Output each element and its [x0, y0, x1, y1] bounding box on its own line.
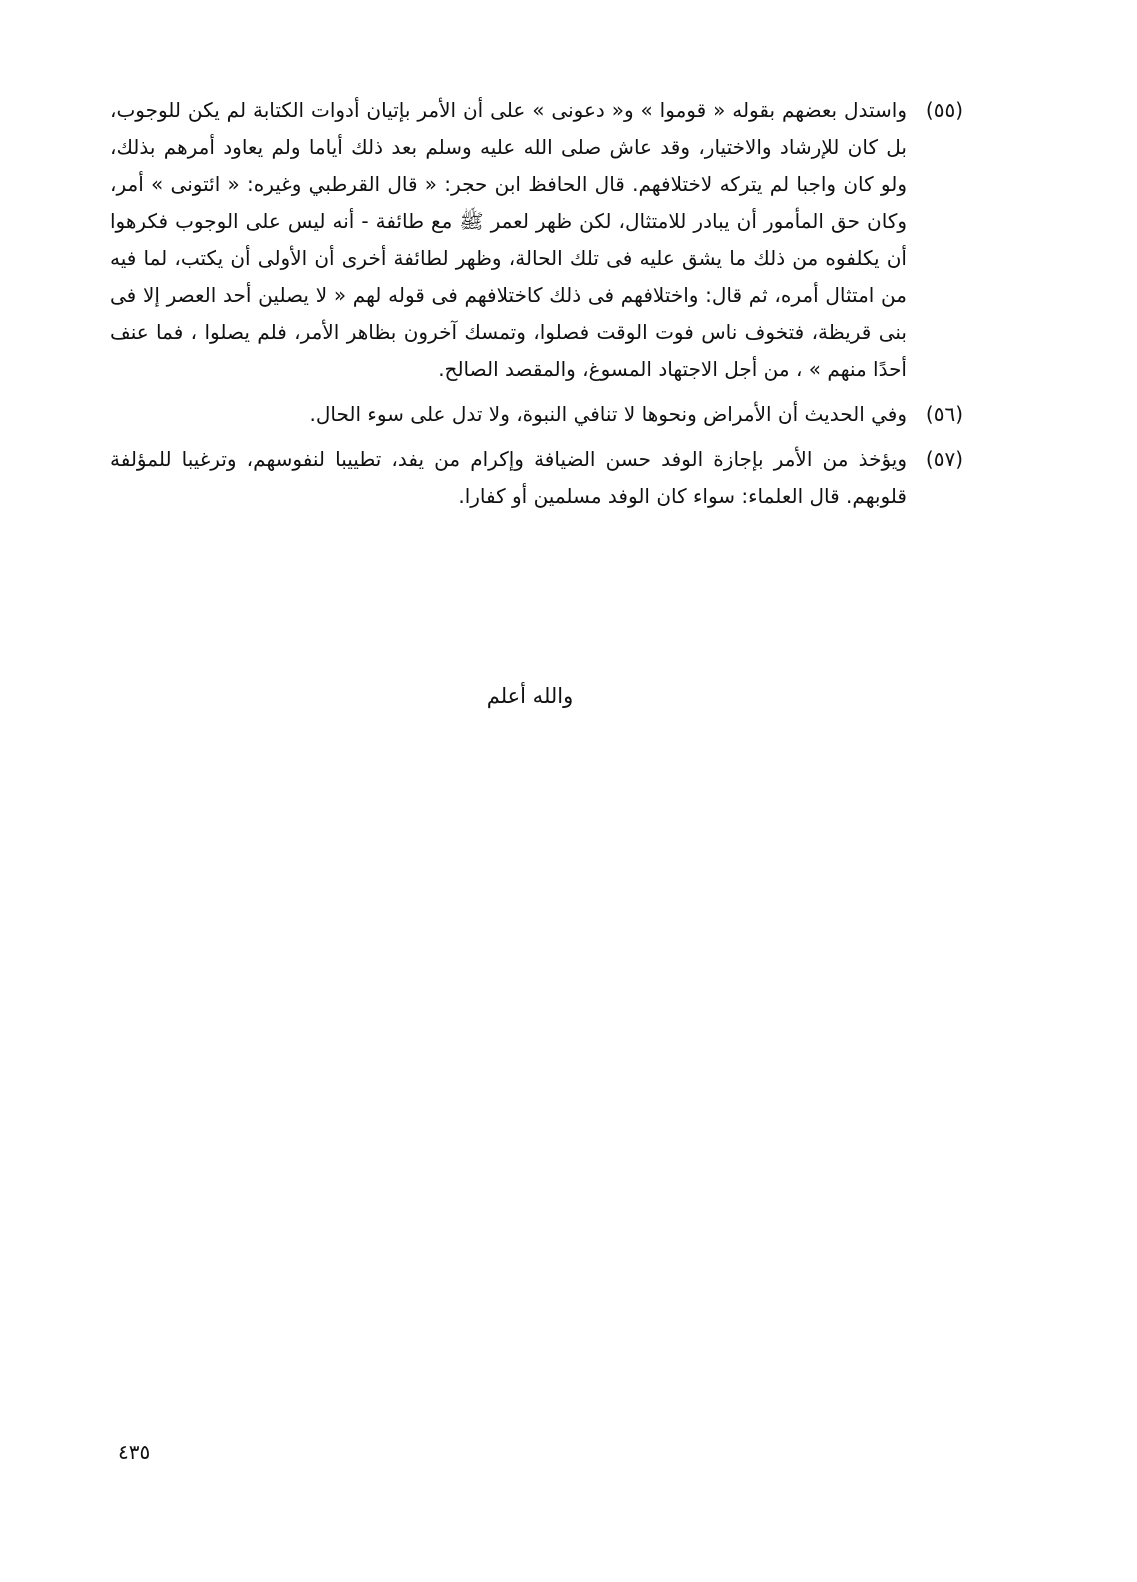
- endnote-55: [110, 92, 963, 388]
- endnote-text: واستدل بعضهم بقوله « قوموا » و« دعونى » على أن الأمر بإتيان أدوات الكتابة لم يكن للوجوب، بل كان للإرشاد والاختيار، وقد عاش صلى الله عليه وسلم بعد ذلك أياما ولم يعاود أمرهم بذلك، ولو كان واجبا لم يتركه لاختلافهم. قال الحافظ ابن حجر: « قال القرطبي وغيره: « ائتونى » أمر، وكان حق المأمور أن يبادر للامتثال، لكن ظهر لعمر ﷺ مع طائفة - أنه ليس على الوجوب فكرهوا أن يكلفوه من ذلك ما يشق عليه فى تلك الحالة، وظهر لطائفة أخرى أن الأولى أن يكتب، لما فيه من امتثال أمره، ثم قال: واختلافهم فى ذلك كاختلافهم فى قوله لهم « لا يصلين أحد العصر إلا فى بنى قريظة، فتخوف ناس فوت الوقت فصلوا، وتمسك آخرون بظاهر الأمر، فلم يصلوا ، فما عنف أحدًا منهم » ، من أجل الاجتهاد المسوغ، والمقصد الصالح.: [110, 98, 907, 381]
- endnote-57: [110, 441, 963, 515]
- closing-phrase: والله أعلم: [486, 684, 574, 708]
- endnote-number: (٥٥): [925, 98, 963, 122]
- endnote-number: (٥٦): [925, 402, 963, 426]
- endnotes-section: [110, 92, 963, 523]
- endnote-text: وفي الحديث أن الأمراض ونحوها لا تنافي النبوة، ولا تدل على سوء الحال.: [309, 402, 907, 426]
- endnote-56: [110, 396, 963, 433]
- endnote-number: (٥٧): [925, 447, 963, 471]
- page-number: ٤٣٥: [118, 1440, 151, 1464]
- endnote-text: ويؤخذ من الأمر بإجازة الوفد حسن الضيافة وإكرام من يفد، تطييبا لنفوسهم، وترغيبا للمؤلفة قلوبهم. قال العلماء: سواء كان الوفد مسلمين أو كفارا.: [110, 447, 907, 508]
